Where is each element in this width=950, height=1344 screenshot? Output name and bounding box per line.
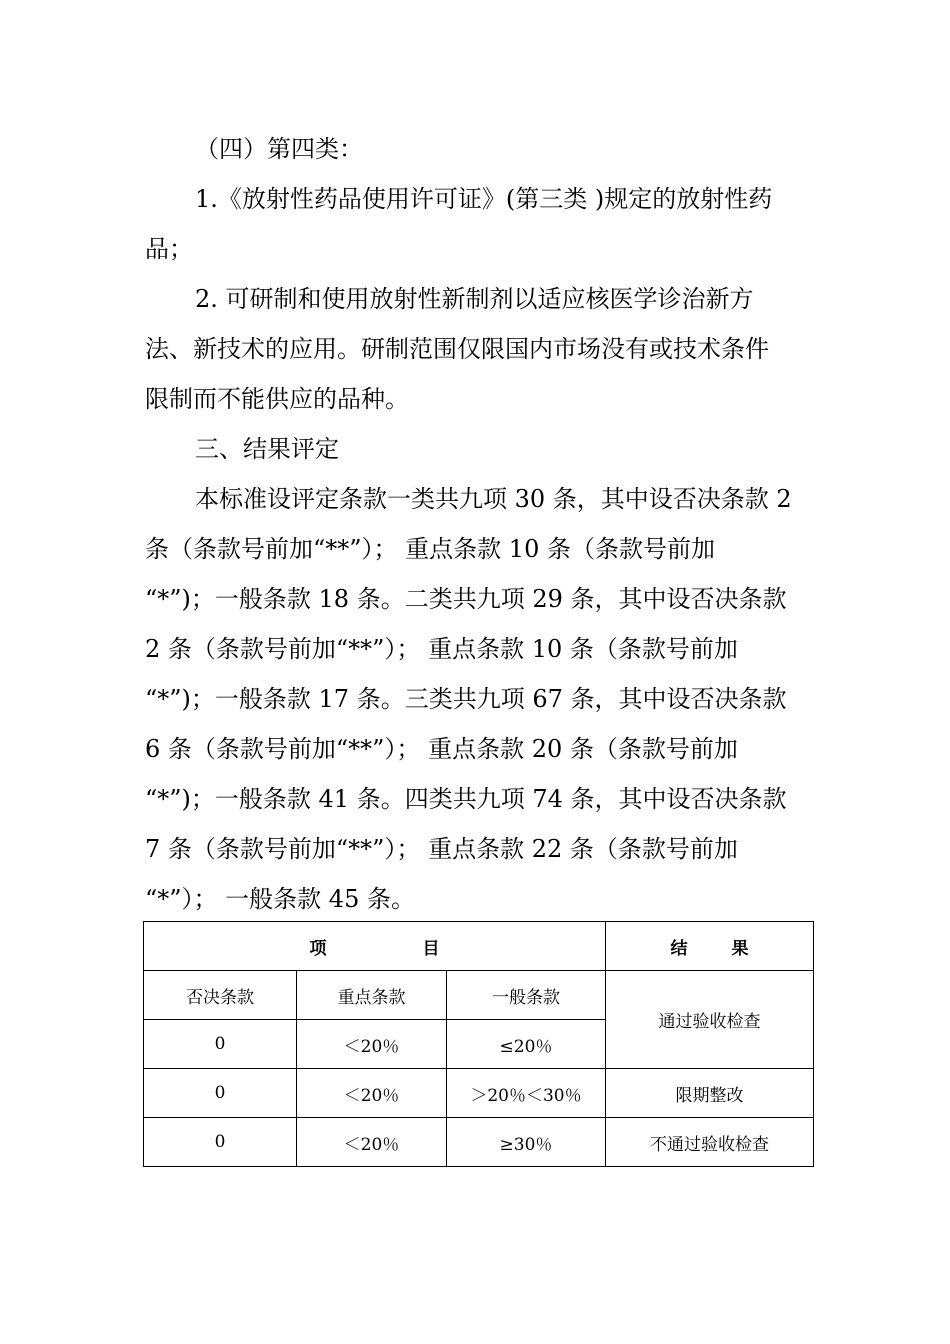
body-line: 条（条款号前加“**”）； 重点条款 10 条（条款号前加 bbox=[145, 535, 715, 563]
result-table bbox=[143, 921, 814, 1167]
body-line: “*”)；一般条款 17 条。三类共九项 67 条，其中设否决条款 bbox=[145, 685, 787, 713]
body-line: 本标准设评定条款一类共九项 30 条，其中设否决条款 2 bbox=[195, 485, 792, 513]
header-item-b: 目 bbox=[422, 938, 440, 959]
body-line: “*”）； 一般条款 45 条。 bbox=[145, 885, 415, 913]
body-line: 6 条（条款号前加“**”）； 重点条款 20 条（条款号前加 bbox=[145, 735, 738, 763]
item2-line2: 法、新技术的应用。研制范围仅限国内市场没有或技术条件 bbox=[145, 335, 769, 363]
header-item-a: 项 bbox=[309, 938, 327, 959]
body-line: 2 条（条款号前加“**”）； 重点条款 10 条（条款号前加 bbox=[145, 635, 738, 663]
header-item bbox=[144, 922, 606, 971]
result-cell: 不通过验收检查 bbox=[606, 1118, 814, 1167]
body-line: “*”)；一般条款 18 条。二类共九项 29 条，其中设否决条款 bbox=[145, 585, 787, 613]
result-cell: 通过验收检查 bbox=[606, 971, 814, 1069]
general-cell: ＞20％＜30％ bbox=[447, 1069, 606, 1118]
item2-line1: 2. 可研制和使用放射性新制剂以适应核医学诊治新方 bbox=[195, 285, 754, 313]
veto-cell: 0 bbox=[144, 1118, 297, 1167]
result-cell: 限期整改 bbox=[606, 1069, 814, 1118]
body-line: “*”)；一般条款 41 条。四类共九项 74 条，其中设否决条款 bbox=[145, 785, 787, 813]
general-cell: ≤20％ bbox=[447, 1020, 606, 1069]
subheader-veto: 否决条款 bbox=[144, 971, 297, 1020]
key-cell: ＜20％ bbox=[297, 1118, 447, 1167]
general-cell: ≥30％ bbox=[447, 1118, 606, 1167]
item2-line3: 限制而不能供应的品种。 bbox=[145, 385, 409, 413]
header-result-a: 结 bbox=[670, 938, 688, 959]
item1-line2: 品； bbox=[145, 235, 193, 263]
header-result-b: 果 bbox=[731, 938, 749, 959]
key-cell: ＜20％ bbox=[297, 1020, 447, 1069]
subheader-key: 重点条款 bbox=[297, 971, 447, 1020]
veto-cell: 0 bbox=[144, 1020, 297, 1069]
subheader-general: 一般条款 bbox=[447, 971, 606, 1020]
key-cell: ＜20％ bbox=[297, 1069, 447, 1118]
header-result bbox=[606, 922, 814, 971]
body-line: 7 条（条款号前加“**”）； 重点条款 22 条（条款号前加 bbox=[145, 835, 738, 863]
item1-line1: 1.《放射性药品使用许可证》(第三类 )规定的放射性药 bbox=[195, 185, 773, 213]
section3-title: 三、结果评定 bbox=[195, 435, 339, 463]
heading-class4: （四）第四类： bbox=[195, 135, 363, 163]
veto-cell: 0 bbox=[144, 1069, 297, 1118]
